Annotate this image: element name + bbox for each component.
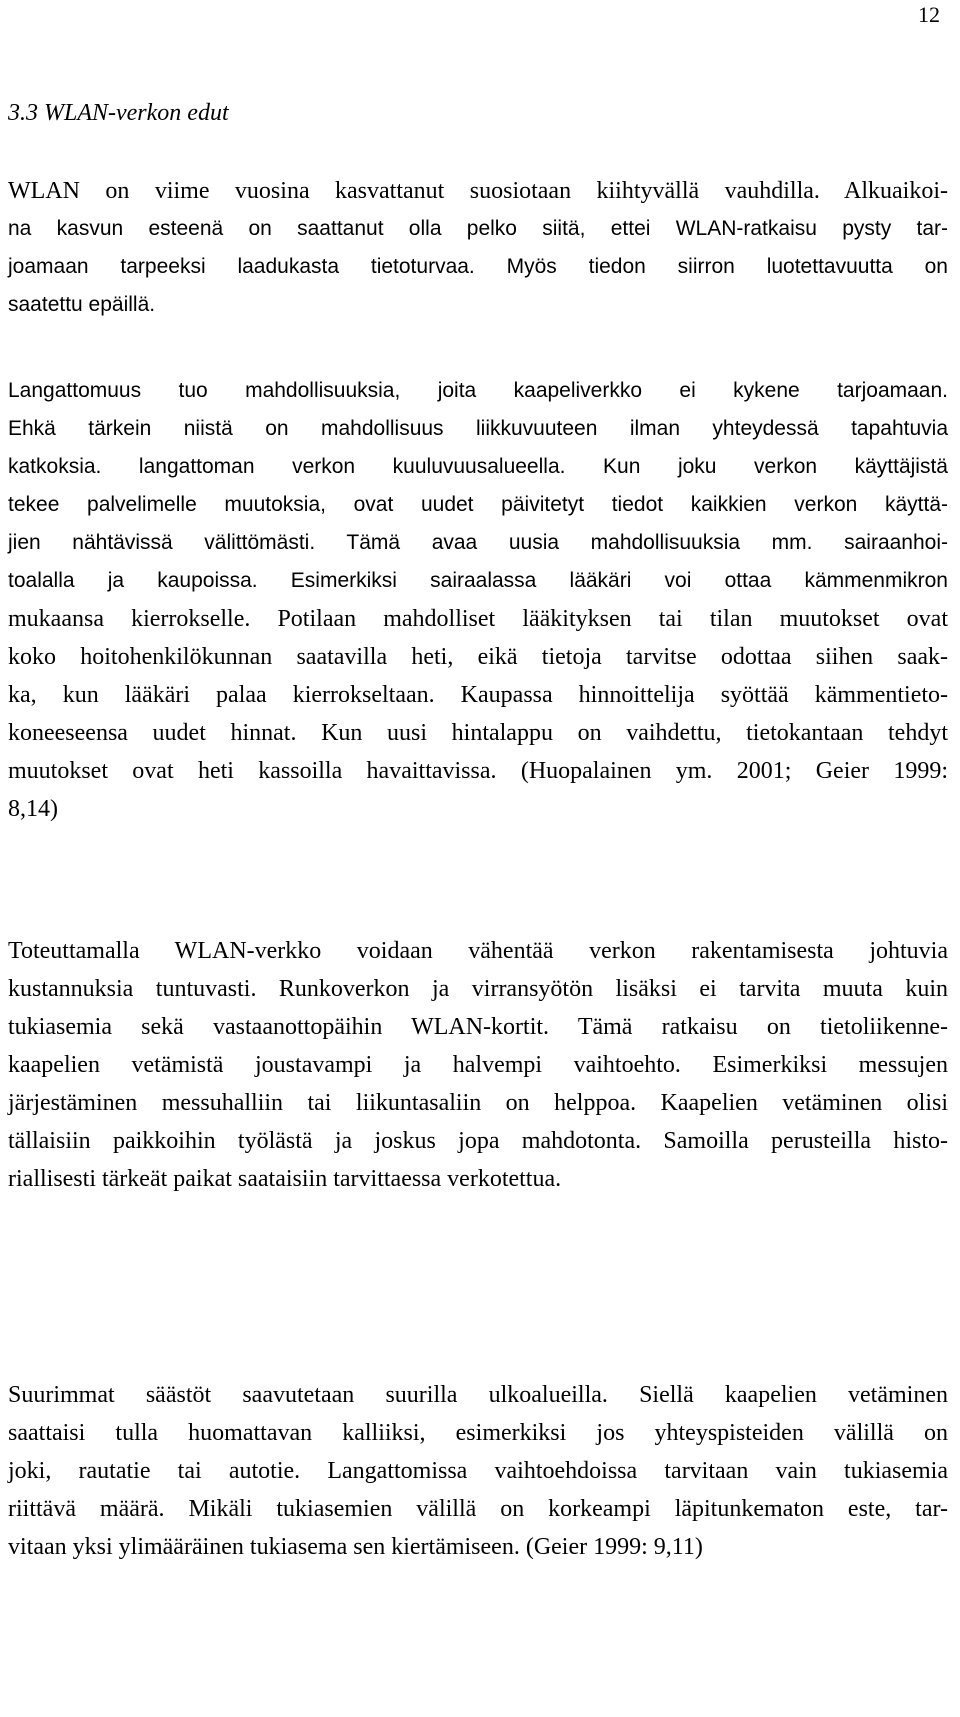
paragraph-line: kustannuksia tuntuvasti. Runkoverkon ja virransyötön lisäksi ei tarvita muuta kuin — [8, 976, 948, 1002]
paragraph-line: saattaisi tulla huomattavan kalliiksi, esimerkiksi jos yhteyspisteiden välillä on — [8, 1420, 948, 1446]
paragraph-line: koko hoitohenkilökunnan saatavilla heti, eikä tietoja tarvitse odottaa siihen saak- — [8, 644, 948, 670]
paragraph-line: järjestäminen messuhalliin tai liikuntasaliin on helppoa. Kaapelien vetäminen olisi — [8, 1090, 948, 1116]
paragraph-line: joamaan tarpeeksi laadukasta tietoturvaa. Myös tiedon siirron luotettavuutta on — [8, 255, 948, 278]
section-heading: 3.3 WLAN-verkon edut — [8, 100, 229, 126]
paragraph-1 — [8, 172, 948, 324]
paragraph-line: koneeseensa uudet hinnat. Kun uusi hintalappu on vaihdettu, tietokantaan tehdyt — [8, 720, 948, 746]
paragraph-line: Toteuttamalla WLAN-verkko voidaan vähentää verkon rakentamisesta johtuvia — [8, 938, 948, 964]
paragraph-line: jien nähtävissä välittömästi. Tämä avaa uusia mahdollisuuksia mm. sairaanhoi- — [8, 531, 948, 554]
paragraph-line: Suurimmat säästöt saavutetaan suurilla ulkoalueilla. Siellä kaapelien vetäminen — [8, 1382, 948, 1408]
paragraph-line: na kasvun esteenä on saattanut olla pelko siitä, ettei WLAN-ratkaisu pysty tar- — [8, 217, 948, 240]
paragraph-4 — [8, 1376, 948, 1566]
paragraph-line: muutokset ovat heti kassoilla havaittavissa. (Huopalainen ym. 2001; Geier 1999: — [8, 758, 948, 784]
paragraph-line: toalalla ja kaupoissa. Esimerkiksi sairaalassa lääkäri voi ottaa kämmenmikron — [8, 569, 948, 592]
paragraph-line: WLAN on viime vuosina kasvattanut suosiotaan kiihtyvällä vauhdilla. Alkuaikoi- — [8, 178, 948, 204]
paragraph-line: mukaansa kierrokselle. Potilaan mahdolliset lääkityksen tai tilan muutokset ovat — [8, 606, 948, 632]
paragraph-line: riittävä määrä. Mikäli tukiasemien välillä on korkeampi läpitunkematon este, tar- — [8, 1496, 948, 1522]
paragraph-line: tällaisiin paikkoihin työlästä ja joskus jopa mahdotonta. Samoilla perusteilla histo- — [8, 1128, 948, 1154]
paragraph-line: 8,14) — [8, 796, 58, 822]
paragraph-line: vitaan yksi ylimääräinen tukiasema sen kiertämiseen. (Geier 1999: 9,11) — [8, 1534, 703, 1560]
paragraph-line: tukiasemia sekä vastaanottopäihin WLAN-kortit. Tämä ratkaisu on tietoliikenne- — [8, 1014, 948, 1040]
paragraph-line: tekee palvelimelle muutoksia, ovat uudet päivitetyt tiedot kaikkien verkon käyttä- — [8, 493, 948, 516]
paragraph-line: riallisesti tärkeät paikat saataisiin tarvittaessa verkotettua. — [8, 1166, 562, 1192]
paragraph-line: Ehkä tärkein niistä on mahdollisuus liikkuvuuteen ilman yhteydessä tapahtuvia — [8, 417, 948, 440]
paragraph-line: kaapelien vetämistä joustavampi ja halvempi vaihtoehto. Esimerkiksi messujen — [8, 1052, 948, 1078]
paragraph-line: saatettu epäillä. — [8, 293, 156, 316]
paragraph-line: katkoksia. langattoman verkon kuuluvuusalueella. Kun joku verkon käyttäjistä — [8, 455, 948, 478]
page-number: 12 — [918, 2, 940, 27]
paragraph-3 — [8, 932, 948, 1198]
paragraph-line: joki, rautatie tai autotie. Langattomissa vaihtoehdoissa tarvitaan vain tukiasemia — [8, 1458, 948, 1484]
paragraph-line: Langattomuus tuo mahdollisuuksia, joita kaapeliverkko ei kykene tarjoamaan. — [8, 379, 948, 402]
paragraph-line: ka, kun lääkäri palaa kierrokseltaan. Kaupassa hinnoittelija syöttää kämmentieto- — [8, 682, 948, 708]
paragraph-2 — [8, 372, 948, 828]
